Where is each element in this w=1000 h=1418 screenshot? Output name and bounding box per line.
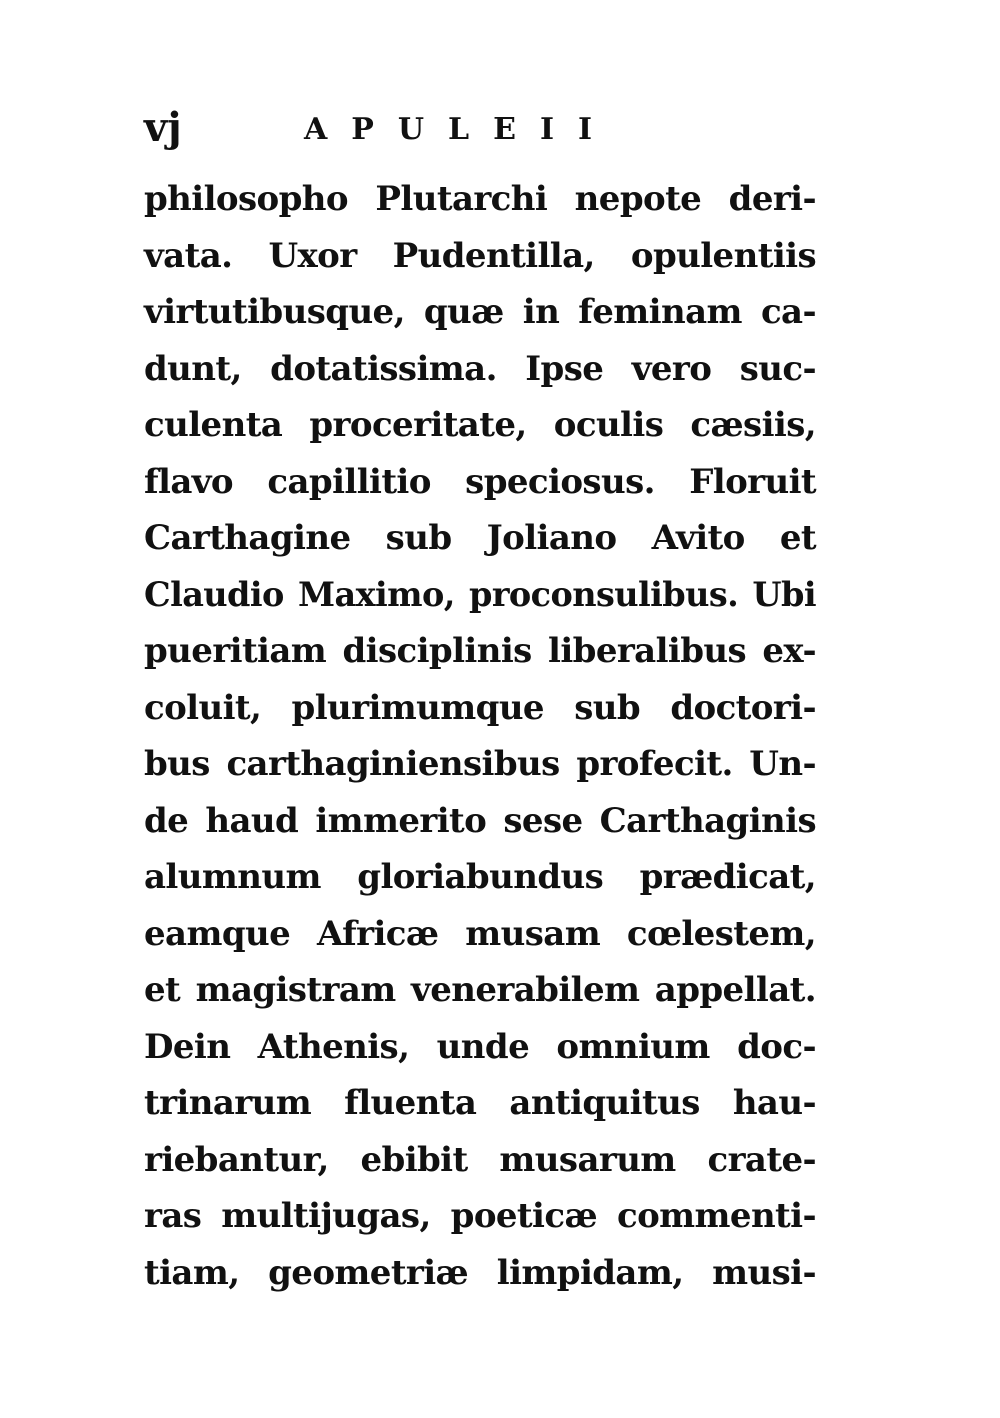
text-line: coluit, plurimumque sub doctori- (144, 687, 816, 728)
page-number: vj (144, 104, 182, 151)
text-line: tiam, geometriæ limpidam, musi- (144, 1252, 816, 1293)
text-line: ras multijugas, poeticæ commenti- (144, 1196, 816, 1236)
text-line: flavo capillitio speciosus. Floruit (144, 461, 816, 502)
text-line: de haud immerito sese Carthaginis (144, 800, 816, 841)
text-line: dunt, dotatissima. Ipse vero suc- (144, 348, 816, 389)
text-line: virtutibusque, quæ in feminam ca- (144, 292, 816, 332)
body-text (144, 171, 816, 1301)
text-line: culenta proceritate, oculis cæsiis, (144, 405, 816, 445)
text-line: vata. Uxor Pudentilla, opulentiis (144, 235, 816, 276)
text-line: Claudio Maximo, proconsulibus. Ubi (144, 574, 816, 614)
page-header (144, 100, 824, 156)
text-line: pueritiam disciplinis liberalibus ex- (144, 631, 816, 671)
text-line: philosopho Plutarchi nepote deri- (144, 179, 816, 219)
text-line: Carthagine sub Joliano Avito et (144, 518, 816, 558)
text-line: bus carthaginiensibus profecit. Un- (144, 744, 816, 784)
text-line: alumnum gloriabundus prædicat, (144, 857, 816, 897)
text-line: trinarum fluenta antiquitus hau- (144, 1083, 816, 1123)
text-line: et magistram venerabilem appellat. (144, 970, 816, 1010)
text-line: eamque Africæ musam cœlestem, (144, 913, 816, 954)
text-line: Dein Athenis, unde omnium doc- (144, 1026, 816, 1067)
text-line: riebantur, ebibit musarum crate- (144, 1139, 816, 1180)
running-head: APULEII (304, 112, 617, 147)
